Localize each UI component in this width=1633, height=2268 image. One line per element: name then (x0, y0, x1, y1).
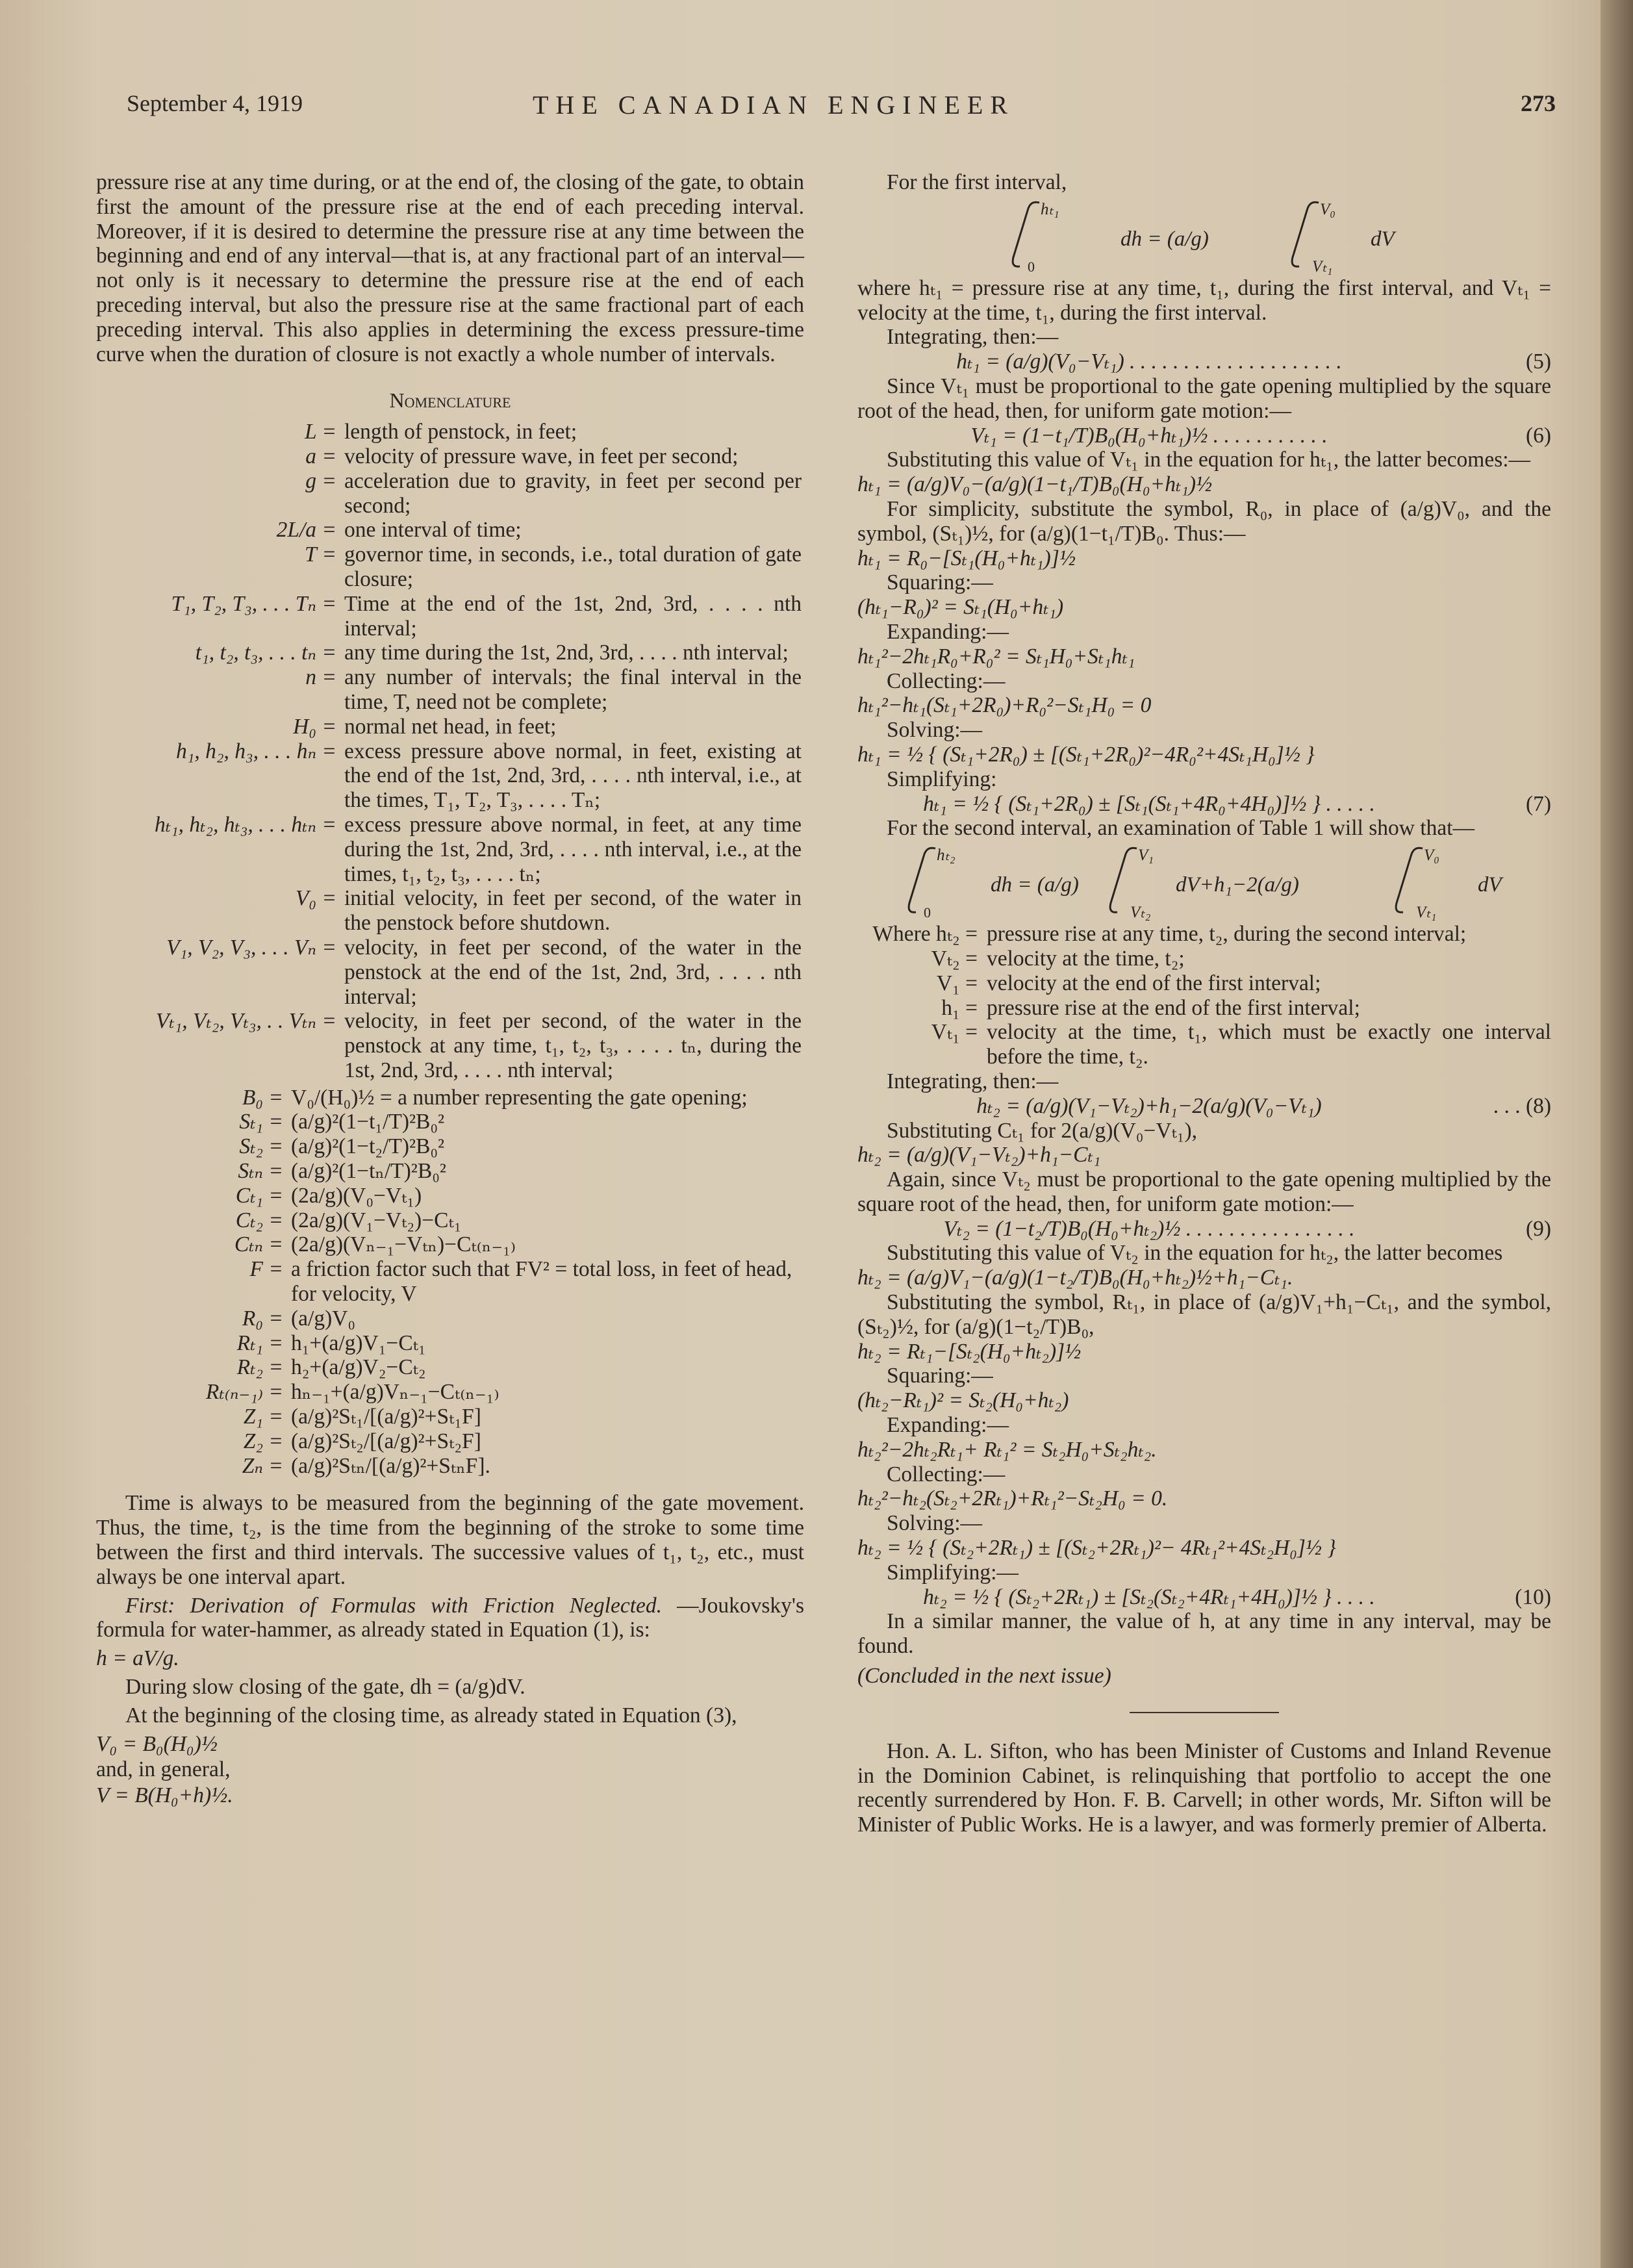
equation-number: (7) (1525, 791, 1551, 816)
expanding-label: Expanding:— (887, 619, 1009, 644)
slow-closing-text: During slow closing of the gate, dh = (a/g)dV. (125, 1675, 525, 1700)
integral-equation-2 (857, 841, 1551, 922)
symbol: Vₜ₁ = (931, 1020, 978, 1045)
symbol: T = (304, 542, 336, 567)
formula-entry (96, 1184, 804, 1208)
formula-entry (96, 1208, 804, 1233)
c-equation: hₜ₂ = (a/g)(V₁−Vₜ₂)+h₁−Cₜ₁ (857, 1143, 1101, 1167)
equation-5 (857, 350, 1551, 374)
integral-lower-limit: Vₜ₂ (1130, 904, 1151, 922)
section-heading: First: Derivation of Formulas with Friction Neglected. (125, 1593, 663, 1618)
definition: h₂+(a/g)V₂−Cₜ₂ (291, 1355, 426, 1380)
symbol: Where hₜ₂ = (872, 922, 978, 947)
equation-number: (6) (1525, 423, 1551, 448)
formula-entry (96, 1159, 804, 1184)
integral-upper-limit: hₜ₁ (1041, 200, 1059, 218)
beginning-text: At the beginning of the closing time, as already stated in Equation (3), (125, 1703, 737, 1727)
definition: (a/g)²(1−tₙ/T)²B₀² (291, 1159, 446, 1184)
integral-end: dV (1478, 873, 1502, 897)
first-interval-text: For the first interval, (887, 170, 1067, 194)
nomenclature-entry (96, 641, 804, 665)
integral-upper-limit: V₁ (1138, 847, 1154, 865)
symbol: V₁, V₂, V₃, . . . Vₙ = (166, 935, 336, 960)
running-header (127, 90, 1556, 129)
definition: excess pressure above normal, in feet, at any time during the 1st, 2nd, 3rd, . . . . nth interval, i.e., at the times, t₁, t₂, t₃, . . . . tₙ; (344, 812, 802, 886)
again-paragraph: Again, since Vₜ₂ must be proportional to the gate opening multiplied by the square root of the head, then, for uniform gate motion:— (857, 1167, 1551, 1216)
symbol: Z₁ = (243, 1405, 283, 1429)
symbol: 2L/a = (276, 518, 336, 542)
where-entry (857, 971, 1551, 996)
definition: length of penstock, in feet; (344, 420, 577, 444)
formula-entry (96, 1110, 804, 1134)
definition: (2a/g)(V₀−Vₜ₁) (291, 1183, 422, 1208)
where-entry (857, 922, 1551, 947)
definition: (2a/g)(V₁−Vₜ₂)−Cₜ₁ (291, 1208, 462, 1232)
integral-upper-limit: V₀ (1424, 847, 1439, 865)
symbol: R₀ = (242, 1306, 283, 1331)
nomenclature-entry (96, 542, 804, 592)
formula-entry (96, 1380, 804, 1405)
symbol: Cₜₙ = (234, 1232, 283, 1257)
where-paragraph: where hₜ₁ = pressure rise at any time, t₁, during the first interval, and Vₜ₁ = velocity at the time, t₁, during the first interval. (857, 275, 1551, 325)
where-entry (857, 947, 1551, 971)
nomenclature-entry (96, 886, 804, 936)
squared-equation: (hₜ₂−Rₜ₁)² = Sₜ₂(H₀+hₜ₂) (857, 1388, 1069, 1413)
formula-entry (96, 1086, 804, 1110)
equation-number: (10) (1515, 1585, 1551, 1609)
symbol: a = (305, 444, 336, 468)
equation-number: . . . (8) (1493, 1093, 1551, 1118)
symbol: L = (304, 420, 336, 444)
symbol: t₁, t₂, t₃, . . . tₙ = (195, 641, 336, 665)
formula-entry (96, 1134, 804, 1159)
definition: V₀/(H₀)½ = a number representing the gate opening; (291, 1085, 748, 1110)
definition: velocity, in feet per second, of the water in the penstock at any time, t₁, t₂, t₃, . . . . tₙ, during the 1st, 2nd, 3rd, . . . . nth interval; (344, 1009, 802, 1082)
nomenclature-entry (96, 518, 804, 542)
formula-entry (96, 1232, 804, 1257)
formula-entry (96, 1429, 804, 1454)
definition: (a/g)²Sₜ₁/[(a/g)²+Sₜ₁F] (291, 1405, 481, 1429)
issue-date: September 4, 1919 (127, 90, 303, 116)
similar-paragraph: In a similar manner, the value of h, at any time in any interval, may be found. (857, 1609, 1551, 1659)
right-column (857, 170, 1551, 1837)
integral-upper-limit: V₀ (1320, 200, 1336, 218)
formula-entry (96, 1454, 804, 1479)
nomenclature-entry (96, 813, 804, 886)
symbol: Rₜ₍ₙ₋₁₎ = (205, 1380, 283, 1405)
thus-equation: hₜ₁ = R₀−[Sₜ₁(H₀+hₜ₁)]½ (857, 546, 1076, 570)
symbol: Vₜ₁, Vₜ₂, Vₜ₃, . . Vₜₙ = (155, 1009, 336, 1034)
joukovsky-equation: h = aV/g. (96, 1646, 179, 1671)
formula-entry (96, 1306, 804, 1331)
intro-paragraph: pressure rise at any time during, or at the end of, the closing of the gate, to obtain first the amount of the pressure rise at the end of each preceding interval. Moreover, if it is desired to determine the pressure rise at any time between the beginning and end of any interval—that is, at any fractional part of an interval—not only is it necessary to determine the pressure rise at the end of each preceding interval, but also the pressure rise at the same fractional part of each preceding interval. This also applies in determining the excess pressure-time curve when the duration of closure is not exactly a whole number of intervals. (96, 170, 804, 366)
symbol: F = (249, 1257, 283, 1282)
equation-body: Vₜ₂ = (1−t₂/T)B₀(H₀+hₜ₂)½ . . . . . . . . . . . . . . . . (943, 1216, 1355, 1241)
integral-lower-limit: 0 (1028, 258, 1035, 275)
v-equation: V = B(H₀+h)½. (96, 1783, 233, 1808)
symbol: T₁, T₂, T₃, . . . Tₙ = (171, 591, 336, 616)
definition: (a/g)V₀ (291, 1306, 356, 1331)
second-interval-paragraph: For the second interval, an examination of Table 1 will show that— (887, 816, 1475, 841)
symbol: V₁ = (936, 971, 978, 995)
symbol: hₜ₁, hₜ₂, hₜ₃, . . . hₜₙ = (154, 812, 336, 837)
substituted-equation: hₜ₂ = (a/g)V₁−(a/g)(1−t₂/T)B₀(H₀+hₜ₂)½+h₁−Cₜ₁. (857, 1266, 1293, 1290)
symbol: h₁ = (941, 995, 978, 1020)
substituting-paragraph: Substituting this value of Vₜ₁ in the equation for hₜ₁, the latter becomes:— (887, 448, 1531, 472)
substituting-r-paragraph: Substituting the symbol, Rₜ₁, in place of (a/g)V₁+h₁−Cₜ₁, and the symbol, (Sₜ₂)½, for (a/g)(1−t₂/T)B₀, (857, 1290, 1551, 1339)
page-number: 273 (1521, 90, 1556, 116)
equation-body: hₜ₂ = ½ { (Sₜ₂+2Rₜ₁) ± [Sₜ₂(Sₜ₂+4Rₜ₁+4H₀)]½ } . . . . (923, 1585, 1375, 1609)
definition: excess pressure above normal, in feet, existing at the end of the 1st, 2nd, 3rd, . . . . nth interval, i.e., at the times, T₁, T₂, T₃, . . . . Tₙ; (344, 739, 802, 813)
substituting-c-text: Substituting Cₜ₁ for 2(a/g)(V₀−Vₜ₁), (887, 1118, 1197, 1143)
general-text: and, in general, (96, 1757, 231, 1782)
collecting-label: Collecting:— (887, 1462, 1006, 1486)
equation-body: Vₜ₁ = (1−t₁/T)B₀(H₀+hₜ₁)½ . . . . . . . . . . . (970, 423, 1328, 448)
solving-label: Solving:— (887, 1511, 983, 1536)
definition: governor time, in seconds, i.e., total duration of gate closure; (344, 542, 802, 591)
definition: a friction factor such that FV² = total loss, in feet of head, for velocity, V (291, 1257, 792, 1306)
integral-middle: dh = (a/g) (1120, 227, 1209, 251)
nomenclature-entry (96, 592, 804, 641)
definition: (a/g)²(1−t₁/T)²B₀² (291, 1110, 445, 1134)
symbol: Cₜ₂ = (235, 1208, 283, 1232)
definition: Time at the end of the 1st, 2nd, 3rd, . . . . nth interval; (344, 591, 802, 641)
integrating-label: Integrating, then:— (887, 325, 1059, 350)
concluded-note: (Concluded in the next issue) (857, 1664, 1111, 1688)
equation-number: (9) (1525, 1216, 1551, 1241)
formula-entry (96, 1355, 804, 1380)
nomenclature-entry (96, 739, 804, 813)
nomenclature-entry (96, 1009, 804, 1082)
time-note: Time is always to be measured from the beginning of the gate movement. Thus, the time, t₂, is the time from the beginning of the stroke to some time between the first and third intervals. The successive values of t₁, t₂, etc., must always be one interval apart. (96, 1491, 804, 1589)
expanding-label: Expanding:— (887, 1413, 1009, 1438)
solving-label: Solving:— (887, 718, 983, 743)
definition: velocity, in feet per second, of the water in the penstock at the end of the 1st, 2nd, 3rd, . . . . nth interval; (344, 935, 802, 1009)
definition: hₙ₋₁+(a/g)Vₙ₋₁−Cₜ₍ₙ₋₁₎ (291, 1380, 500, 1405)
definition: acceleration due to gravity, in feet per second per second; (344, 468, 802, 518)
section-text: —Joukovsky's formula for water-hammer, as already stated in Equation (1), is: (96, 1593, 805, 1642)
section-divider (1130, 1712, 1279, 1713)
symbol: Cₜ₁ = (235, 1183, 283, 1208)
definition: (a/g)²Sₜₙ/[(a/g)²+SₜₙF]. (291, 1453, 490, 1478)
symbol: Sₜ₁ = (239, 1110, 283, 1134)
nomenclature-list (96, 420, 804, 1083)
symbol: Vₜ₂ = (931, 946, 978, 971)
equation-7 (857, 792, 1551, 817)
symbol: V₀ = (295, 886, 336, 911)
collecting-label: Collecting:— (887, 669, 1006, 693)
definition: (a/g)²(1−t₂/T)²B₀² (291, 1134, 445, 1159)
integral-lower-limit: 0 (924, 904, 931, 921)
where-entry (857, 1020, 1551, 1069)
solved-equation: hₜ₁ = ½ { (Sₜ₁+2R₀) ± [(Sₜ₁+2R₀)²−4R₀²+4Sₜ₁H₀]½ } (857, 742, 1315, 767)
nomenclature-heading: Nomenclature (389, 389, 511, 413)
nomenclature-entry (96, 420, 804, 444)
formula-entry (96, 1257, 804, 1306)
squaring-label: Squaring:— (887, 1364, 993, 1388)
equation-number: (5) (1525, 350, 1551, 374)
symbol: Zₙ = (242, 1453, 283, 1478)
definition: pressure rise at any time, t₂, during the second interval; (987, 922, 1467, 947)
symbol: B₀ = (242, 1085, 283, 1110)
nomenclature-entry (96, 936, 804, 1009)
simplicity-paragraph: For simplicity, substitute the symbol, R₀, in place of (a/g)V₀, and the symbol, (Sₜ₁)½, for (a/g)(1−t₁/T)B₀. Thus:— (857, 496, 1551, 546)
equation-6 (857, 424, 1551, 448)
definition: velocity at the time, t₁, which must be exactly one interval before the time, t₂. (987, 1020, 1551, 1069)
solved-equation: hₜ₂ = ½ { (Sₜ₂+2Rₜ₁) ± [(Sₜ₂+2Rₜ₁)²− 4Rₜ₁²+4Sₜ₂H₀]½ } (857, 1536, 1336, 1561)
squared-equation: (hₜ₁−R₀)² = Sₜ₁(H₀+hₜ₁) (857, 595, 1064, 620)
simplifying-label: Simplifying: (887, 767, 997, 791)
integral-upper-limit: hₜ₂ (937, 847, 956, 865)
nomenclature-entry (96, 715, 804, 739)
where-list (857, 922, 1551, 1069)
integral-lower-limit: Vₜ₁ (1312, 257, 1333, 275)
expanded-equation: hₜ₁²−2hₜ₁R₀+R₀² = Sₜ₁H₀+Sₜ₁hₜ₁ (857, 644, 1135, 669)
definition: velocity of pressure wave, in feet per second; (344, 444, 739, 468)
expanded-equation: hₜ₂²−2hₜ₂Rₜ₁+ Rₜ₁² = Sₜ₂H₀+Sₜ₂hₜ₂. (857, 1437, 1157, 1462)
nomenclature-entry (96, 469, 804, 518)
symbol: Z₂ = (243, 1429, 283, 1453)
substituted-equation: hₜ₁ = (a/g)V₀−(a/g)(1−t₁/T)B₀(H₀+hₜ₁)½ (857, 472, 1213, 497)
nomenclature-entry (96, 665, 804, 715)
equation-9 (857, 1217, 1551, 1242)
definition: pressure rise at the end of the first interval; (987, 995, 1360, 1020)
definition: any time during the 1st, 2nd, 3rd, . . . . nth interval; (344, 641, 789, 665)
collected-equation: hₜ₂²−hₜ₂(Sₜ₂+2Rₜ₁)+Rₜ₁²−Sₜ₂H₀ = 0. (857, 1486, 1168, 1511)
equation-8 (857, 1094, 1551, 1119)
definition: velocity at the end of the first interval; (987, 971, 1321, 995)
integral-middle: dV+h₁−2(a/g) (1176, 873, 1299, 897)
r-equation: hₜ₂ = Rₜ₁−[Sₜ₂(H₀+hₜ₂)]½ (857, 1339, 1082, 1364)
formula-list (96, 1086, 804, 1479)
integrating-label: Integrating, then:— (887, 1069, 1059, 1093)
definition: one interval of time; (344, 518, 522, 542)
definition: h₁+(a/g)V₁−Cₜ₁ (291, 1331, 426, 1355)
symbol: Sₜₙ = (238, 1159, 283, 1184)
symbol: h₁, h₂, h₃, . . . hₙ = (176, 739, 336, 763)
page-edge (1601, 0, 1633, 2268)
collected-equation: hₜ₁²−hₜ₁(Sₜ₁+2R₀)+R₀²−Sₜ₁H₀ = 0 (857, 693, 1152, 718)
definition: (a/g)²Sₜ₂/[(a/g)²+Sₜ₂F] (291, 1429, 481, 1453)
equation-body: hₜ₁ = ½ { (Sₜ₁+2R₀) ± [Sₜ₁(Sₜ₁+4R₀+4H₀)]½ } . . . . . (923, 791, 1375, 816)
where-entry (857, 996, 1551, 1021)
definition: velocity at the time, t₂; (987, 946, 1185, 971)
symbol: Rₜ₂ = (236, 1355, 283, 1380)
news-item: Hon. A. L. Sifton, who has been Minister of Customs and Inland Revenue in the Dominion Cabinet, is relinquishing that portfolio to accept the one recently surrendered by Hon. F. B. Carvell; in other words, Mr. Sifton will be Minister of Public Works. He is a lawyer, and was formerly premier of Alberta. (857, 1739, 1551, 1837)
symbol: Rₜ₁ = (236, 1331, 283, 1355)
integral-lower-limit: Vₜ₁ (1416, 904, 1437, 922)
formula-entry (96, 1405, 804, 1429)
integral-middle: dh = (a/g) (991, 873, 1079, 897)
symbol: Sₜ₂ = (239, 1134, 283, 1159)
since-paragraph: Since Vₜ₁ must be proportional to the gate opening multiplied by the square root of the head, then, for uniform gate motion:— (857, 374, 1551, 423)
equation-10 (857, 1585, 1551, 1610)
integral-equation-1 (857, 195, 1551, 276)
equation-body: hₜ₂ = (a/g)(V₁−Vₜ₂)+h₁−2(a/g)(V₀−Vₜ₁) (976, 1093, 1322, 1118)
symbol: g = (305, 468, 336, 493)
definition: any number of intervals; the final interval in the time, T, need not be complete; (344, 665, 802, 714)
definition: (2a/g)(Vₙ₋₁−Vₜₙ)−Cₜ₍ₙ₋₁₎ (291, 1232, 516, 1257)
v0-equation: V₀ = B₀(H₀)½ (96, 1731, 218, 1756)
left-column (96, 170, 804, 1808)
squaring-label: Squaring:— (887, 570, 993, 595)
nomenclature-entry (96, 444, 804, 469)
symbol: n = (305, 665, 336, 690)
journal-title: THE CANADIAN ENGINEER (533, 90, 1015, 120)
definition: initial velocity, in feet per second, of the water in the penstock before shutdown. (344, 886, 802, 936)
integral-end: dV (1371, 227, 1395, 251)
equation-body: hₜ₁ = (a/g)(V₀−Vₜ₁) . . . . . . . . . . . . . . . . . . . . (956, 350, 1342, 374)
formula-entry (96, 1331, 804, 1356)
symbol: H₀ = (293, 714, 336, 739)
substituting-paragraph: Substituting this value of Vₜ₂ in the equation for hₜ₂, the latter becomes (887, 1241, 1503, 1266)
simplifying-label: Simplifying:— (887, 1560, 1019, 1585)
definition: normal net head, in feet; (344, 714, 557, 739)
